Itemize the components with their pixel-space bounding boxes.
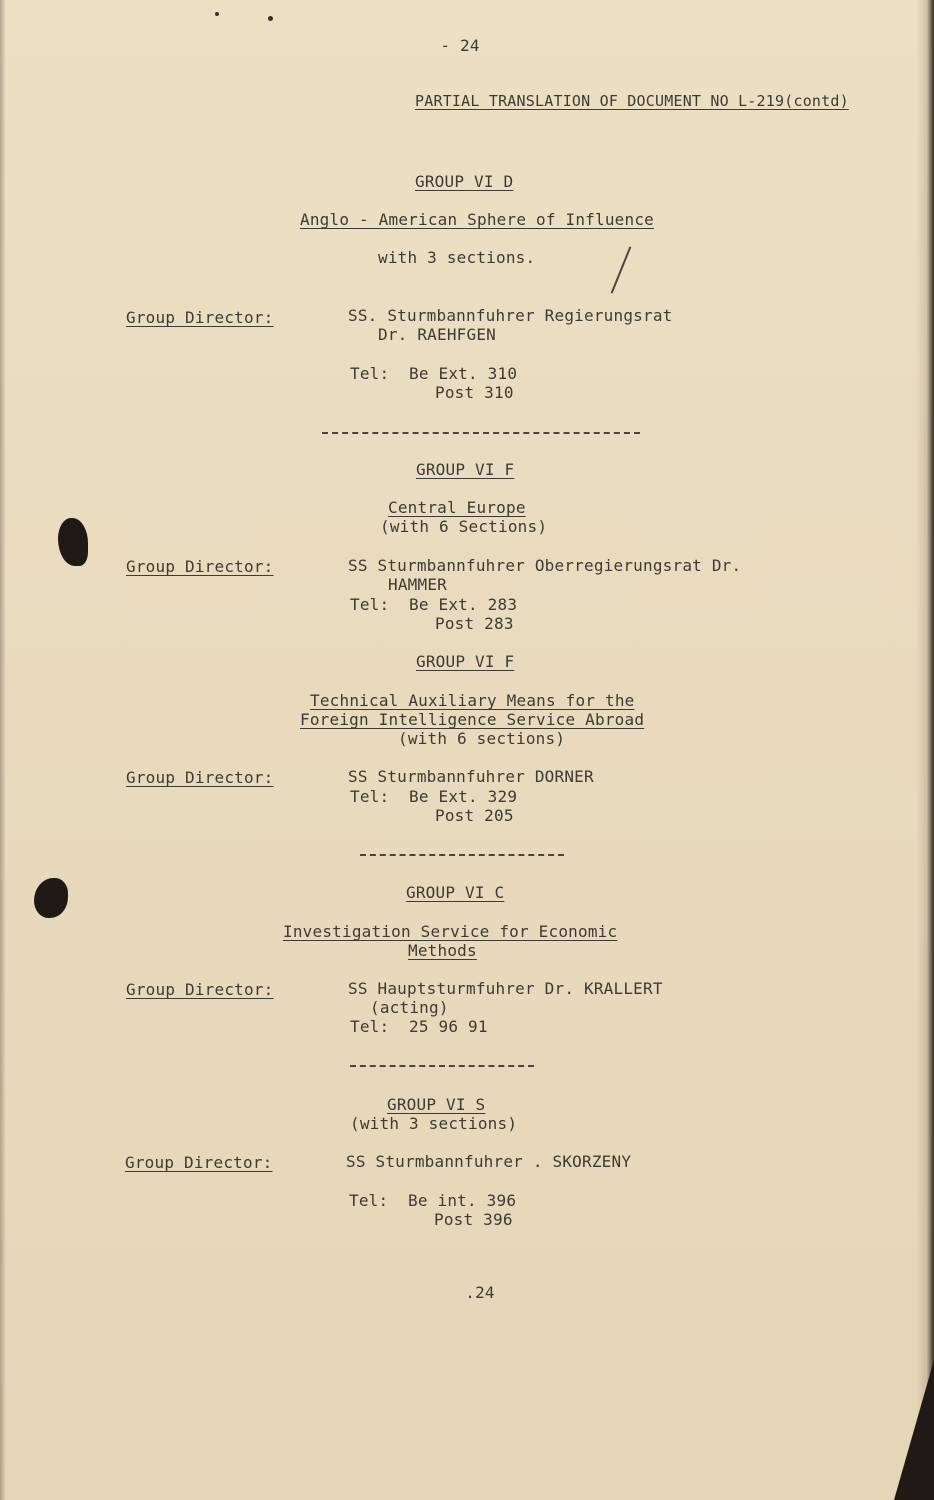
director-label: Group Director: [126, 768, 274, 787]
telephone-line: Post 205 [435, 806, 514, 825]
group-title: Anglo - American Sphere of Influence [300, 210, 654, 229]
telephone-line: Tel: Be Ext. 310 [350, 364, 518, 383]
page-number-top: - 24 [440, 36, 480, 55]
ink-speck [268, 16, 273, 21]
section-divider [360, 854, 564, 856]
telephone-line: Post 310 [435, 383, 514, 402]
group-heading: GROUP VI F [416, 652, 515, 671]
director-name-line: SS Sturmbannfuhrer . SKORZENY [346, 1152, 632, 1171]
group-heading: GROUP VI C [406, 883, 505, 902]
group-subtitle: (with 6 sections) [398, 729, 566, 748]
director-name-line: Dr. RAEHFGEN [378, 325, 496, 344]
director-name-line: HAMMER [388, 575, 447, 594]
page-number-bottom: .24 [465, 1283, 495, 1302]
director-name-line: (acting) [370, 998, 449, 1017]
pencil-mark [611, 246, 632, 293]
group-subtitle: (with 6 Sections) [380, 517, 548, 536]
group-subtitle: with 3 sections. [378, 248, 536, 267]
group-subtitle: (with 3 sections) [350, 1114, 518, 1133]
page-left-edge [0, 0, 6, 1500]
group-title: Technical Auxiliary Means for the [310, 691, 635, 710]
telephone-line: Tel: Be int. 396 [349, 1191, 517, 1210]
ink-speck [215, 12, 219, 16]
document-header: PARTIAL TRANSLATION OF DOCUMENT NO L-219(contd) [415, 92, 849, 110]
director-label: Group Director: [126, 557, 274, 576]
telephone-line: Tel: 25 96 91 [350, 1017, 488, 1036]
group-title: Central Europe [388, 498, 526, 517]
director-label: Group Director: [125, 1153, 273, 1172]
group-heading: GROUP VI S [387, 1095, 486, 1114]
section-divider [322, 432, 640, 434]
group-title: Foreign Intelligence Service Abroad [300, 710, 645, 729]
director-name-line: SS. Sturmbannfuhrer Regierungsrat [348, 306, 673, 325]
section-divider [350, 1065, 534, 1067]
telephone-line: Tel: Be Ext. 329 [350, 787, 518, 806]
page-right-edge [916, 0, 934, 1500]
director-label: Group Director: [126, 308, 274, 327]
group-heading: GROUP VI F [416, 460, 515, 479]
director-label: Group Director: [126, 980, 274, 999]
telephone-line: Post 283 [435, 614, 514, 633]
telephone-line: Post 396 [434, 1210, 513, 1229]
group-heading: GROUP VI D [415, 172, 514, 191]
punch-hole-mark [34, 878, 68, 918]
punch-hole-mark [58, 518, 88, 566]
group-title: Methods [408, 941, 477, 960]
director-name-line: SS Sturmbannfuhrer DORNER [348, 767, 594, 786]
director-name-line: SS Sturmbannfuhrer Oberregierungsrat Dr. [348, 556, 742, 575]
director-name-line: SS Hauptsturmfuhrer Dr. KRALLERT [348, 979, 663, 998]
group-title: Investigation Service for Economic [283, 922, 618, 941]
telephone-line: Tel: Be Ext. 283 [350, 595, 518, 614]
page-corner-shadow [894, 1360, 934, 1500]
